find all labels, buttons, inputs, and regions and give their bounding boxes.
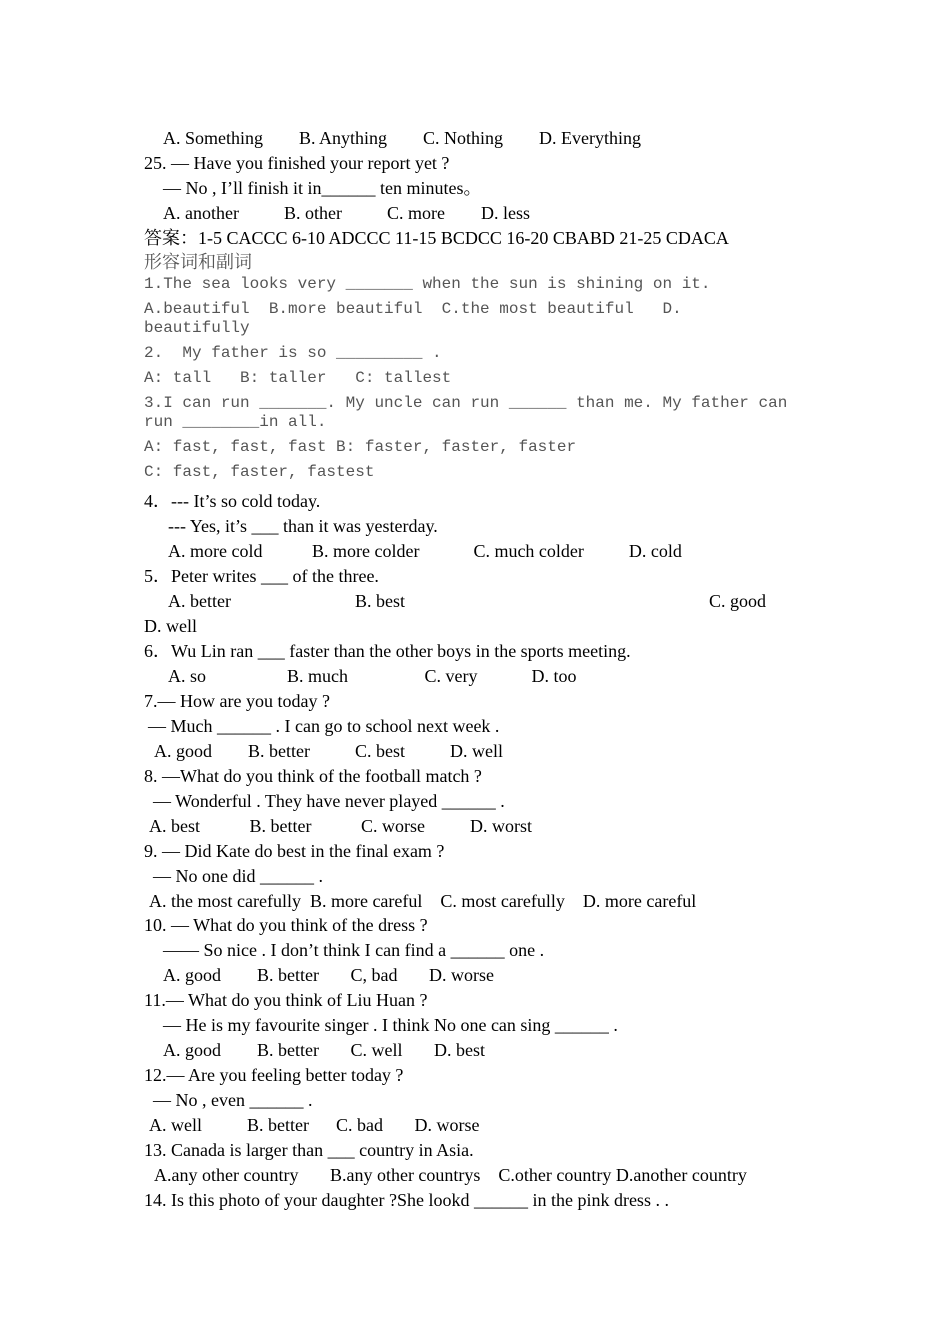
q5-option-c: C. good: [709, 591, 767, 611]
q4-answer-line: --- Yes, it’s ___ than it was yesterday.: [168, 516, 438, 536]
q12-question: 12.— Are you feeling better today ?: [144, 1065, 404, 1085]
mono-q2: 2. My father is so _________ .: [144, 344, 442, 362]
q7-question: 7.— How are you today ?: [144, 691, 330, 711]
q6-question: 6．Wu Lin ran ___ faster than the other boys in the sports meeting.: [144, 641, 631, 661]
q9-question: 9. — Did Kate do best in the final exam ?: [144, 841, 445, 861]
q7-options: A. good B. better C. best D. well: [154, 741, 503, 761]
q24-options: A. Something B. Anything C. Nothing D. Everything: [163, 128, 642, 148]
q11-options: A. good B. better C. well D. best: [163, 1040, 485, 1060]
mono-q3-cont: run ________in all.: [144, 413, 327, 431]
answer-key: 答案：1-5 CACCC 6-10 ADCCC 11-15 BCDCC 16-20 CBABD 21-25 CDACA: [144, 228, 729, 248]
q10-question: 10. — What do you think of the dress ?: [144, 915, 428, 935]
q9-answer-line: — No one did ______ .: [153, 866, 323, 886]
q12-options: A. well B. better C. bad D. worse: [149, 1115, 480, 1135]
mono-q2-options: A: tall B: taller C: tallest: [144, 369, 452, 387]
q25-question: 25. — Have you finished your report yet ?: [144, 153, 450, 173]
q7-answer-line: — Much ______ . I can go to school next week .: [148, 716, 500, 736]
q5-question: 5．Peter writes ___ of the three.: [144, 566, 379, 586]
q4-question: 4．--- It’s so cold today.: [144, 491, 321, 511]
mono-q1: 1.The sea looks very _______ when the sun is shining on it.: [144, 275, 711, 293]
q25-options: A. another B. other C. more D. less: [163, 203, 530, 223]
q14-question: 14. Is this photo of your daughter ?She lookd ______ in the pink dress . .: [144, 1190, 669, 1210]
mono-q3: 3.I can run _______. My uncle can run ______ than me. My father can: [144, 394, 788, 412]
q11-question: 11.— What do you think of Liu Huan ?: [144, 990, 428, 1010]
q8-question: 8. —What do you think of the football match ?: [144, 766, 482, 786]
q6-options: A. so B. much C. very D. too: [168, 666, 577, 686]
q4-options: A. more cold B. more colder C. much colder D. cold: [168, 541, 682, 561]
q25-answer-line: — No , I’ll finish it in______ ten minutes。: [163, 178, 482, 198]
q12-answer-line: — No , even ______ .: [153, 1090, 313, 1110]
q8-options: A. best B. better C. worse D. worst: [149, 816, 532, 836]
q5-option-b: B. best: [355, 591, 406, 611]
q10-options: A. good B. better C, bad D. worse: [163, 965, 494, 985]
q11-answer-line: — He is my favourite singer . I think No one can sing ______ .: [163, 1015, 618, 1035]
q13-options: A.any other country B.any other countrys C.other country D.another country: [154, 1165, 747, 1185]
mono-q1-options: A.beautiful B.more beautiful C.the most beautiful D.: [144, 300, 682, 318]
mono-q3-option-c: C: fast, faster, fastest: [144, 463, 375, 481]
q5-option-d: D. well: [144, 616, 197, 636]
q5-option-a: A. better: [168, 591, 231, 611]
mono-q3-option-ab: A: fast, fast, fast B: faster, faster, faster: [144, 438, 577, 456]
q10-answer-line: —— So nice . I don’t think I can find a ______ one .: [163, 940, 545, 960]
mono-q1-options-cont: beautifully: [144, 319, 250, 337]
q8-answer-line: — Wonderful . They have never played ______ .: [153, 791, 505, 811]
section-heading: 形容词和副词: [144, 252, 252, 272]
q9-options: A. the most carefully B. more careful C. most carefully D. more careful: [149, 891, 697, 911]
q13-question: 13. Canada is larger than ___ country in Asia.: [144, 1140, 474, 1160]
